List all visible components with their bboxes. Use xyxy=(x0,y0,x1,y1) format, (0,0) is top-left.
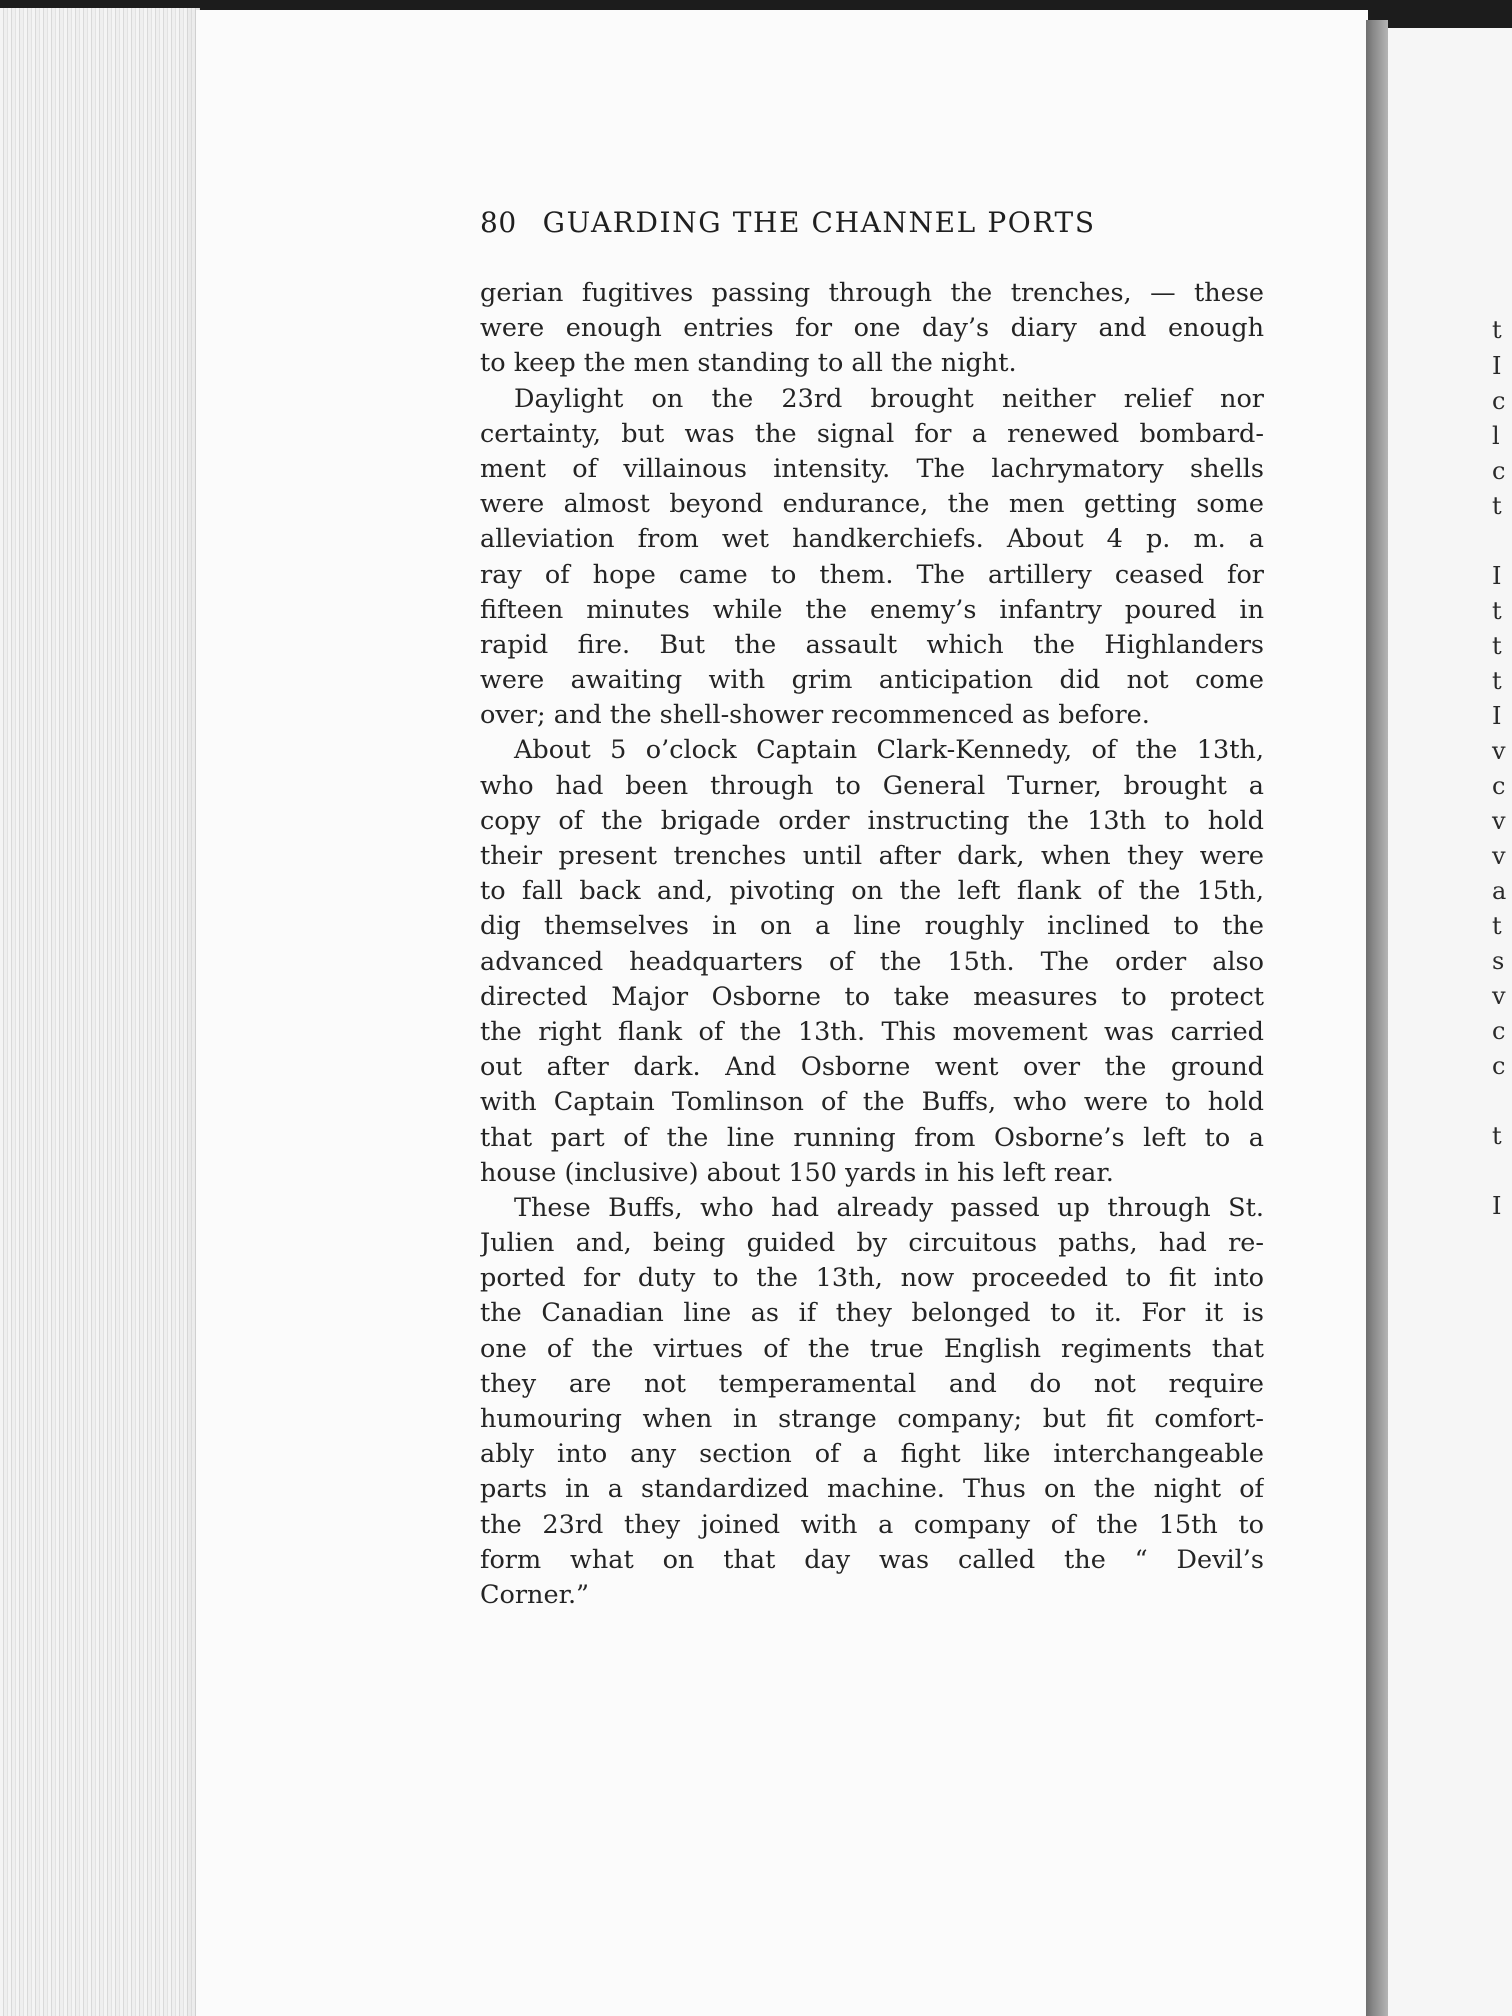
facing-page-fragment: c xyxy=(1492,387,1506,415)
text-line: their present trenches until after dark, when they were xyxy=(480,841,1264,871)
text-line: ment of villainous intensity. The lachrymatory shells xyxy=(480,453,1264,484)
facing-page-fragment: t xyxy=(1492,492,1502,520)
facing-page-fragment: v xyxy=(1492,807,1506,835)
text-line: with Captain Tomlinson of the Buffs, who were to hold xyxy=(480,1087,1264,1118)
facing-page-fragment: I xyxy=(1492,1192,1502,1220)
page-number: 80 xyxy=(480,206,517,239)
text-line: were almost beyond endurance, the men getting some xyxy=(480,489,1264,520)
text-line: were enough entries for one day’s diary and enough xyxy=(480,313,1264,344)
text-line: Corner.” xyxy=(480,1579,590,1610)
text-line: About 5 o’clock Captain Clark-Kennedy, of the 13th, xyxy=(514,735,1264,766)
text-line: These Buffs, who had already passed up through St. xyxy=(514,1192,1264,1223)
text-line: out after dark. And Osborne went over the ground xyxy=(480,1052,1264,1083)
text-line: gerian fugitives passing through the trenches, — these xyxy=(480,278,1264,308)
text-line: rapid fire. But the assault which the Highlanders xyxy=(480,629,1264,660)
facing-page-fragment: c xyxy=(1492,1017,1506,1045)
text-line: alleviation from wet handkerchiefs. About 4 p. m. a xyxy=(480,524,1264,555)
text-line: were awaiting with grim anticipation did not come xyxy=(480,665,1264,696)
text-line: copy of the brigade order instructing the 13th to hold xyxy=(480,805,1264,836)
text-line: fifteen minutes while the enemy’s infantry poured in xyxy=(480,594,1264,625)
book-gutter-shadow xyxy=(1366,20,1388,2016)
facing-page-fragment: a xyxy=(1492,877,1507,905)
facing-page-fragment: v xyxy=(1492,982,1506,1010)
text-line: ray of hope came to them. The artillery ceased for xyxy=(480,559,1264,590)
text-line: directed Major Osborne to take measures to protect xyxy=(480,981,1264,1012)
facing-page-fragment: c xyxy=(1492,1052,1506,1080)
text-line: they are not temperamental and do not require xyxy=(480,1368,1264,1399)
facing-page-fragment: I xyxy=(1492,562,1502,590)
facing-page-fragment: t xyxy=(1492,316,1502,344)
facing-page-fragment: I xyxy=(1492,702,1502,730)
facing-page-fragment: s xyxy=(1492,947,1505,975)
text-line: over; and the shell-shower recommenced as before. xyxy=(480,700,1150,731)
facing-page-fragment: I xyxy=(1492,352,1502,380)
facing-page xyxy=(1388,28,1512,2016)
facing-page-fragment: c xyxy=(1492,457,1506,485)
text-line: who had been through to General Turner, brought a xyxy=(480,770,1264,801)
text-line: parts in a standardized machine. Thus on the night of xyxy=(480,1474,1264,1505)
text-line: ably into any section of a fight like interchangeable xyxy=(480,1439,1264,1470)
running-title: GUARDING THE CHANNEL PORTS xyxy=(542,206,1096,239)
text-line: ported for duty to the 13th, now proceeded to fit into xyxy=(480,1263,1264,1294)
text-line: advanced headquarters of the 15th. The order also xyxy=(480,946,1264,977)
text-line: to fall back and, pivoting on the left flank of the 15th, xyxy=(480,876,1264,907)
text-line: the right flank of the 13th. This movement was carried xyxy=(480,1016,1264,1047)
facing-page-fragment: l xyxy=(1492,422,1500,450)
text-line: certainty, but was the signal for a renewed bombard- xyxy=(480,418,1264,449)
facing-page-fragment: t xyxy=(1492,1122,1502,1150)
facing-page-fragment: t xyxy=(1492,597,1502,625)
book-fore-edge xyxy=(0,8,200,2016)
text-line: humouring when in strange company; but fit comfort- xyxy=(480,1404,1264,1434)
running-head xyxy=(480,206,1180,246)
text-line: the 23rd they joined with a company of the 15th to xyxy=(480,1509,1264,1540)
facing-page-fragment: v xyxy=(1492,842,1506,870)
body-text xyxy=(480,276,1264,1613)
facing-page-fragment: t xyxy=(1492,632,1502,660)
facing-page-fragment: t xyxy=(1492,912,1502,940)
text-line: dig themselves in on a line roughly inclined to the xyxy=(480,911,1264,942)
facing-page-fragment: c xyxy=(1492,772,1506,800)
facing-page-fragment: v xyxy=(1492,737,1506,765)
text-line: Julien and, being guided by circuitous paths, had re- xyxy=(480,1228,1264,1259)
text-line: Daylight on the 23rd brought neither relief nor xyxy=(514,383,1264,414)
text-line: the Canadian line as if they belonged to it. For it is xyxy=(480,1298,1264,1329)
text-line: one of the virtues of the true English regiments that xyxy=(480,1333,1264,1364)
text-line: form what on that day was called the “ Devil’s xyxy=(480,1544,1264,1575)
text-line: to keep the men standing to all the night. xyxy=(480,348,1017,379)
text-line: house (inclusive) about 150 yards in his left rear. xyxy=(480,1157,1114,1188)
facing-page-fragment: t xyxy=(1492,667,1502,695)
text-line: that part of the line running from Osborne’s left to a xyxy=(480,1122,1264,1153)
